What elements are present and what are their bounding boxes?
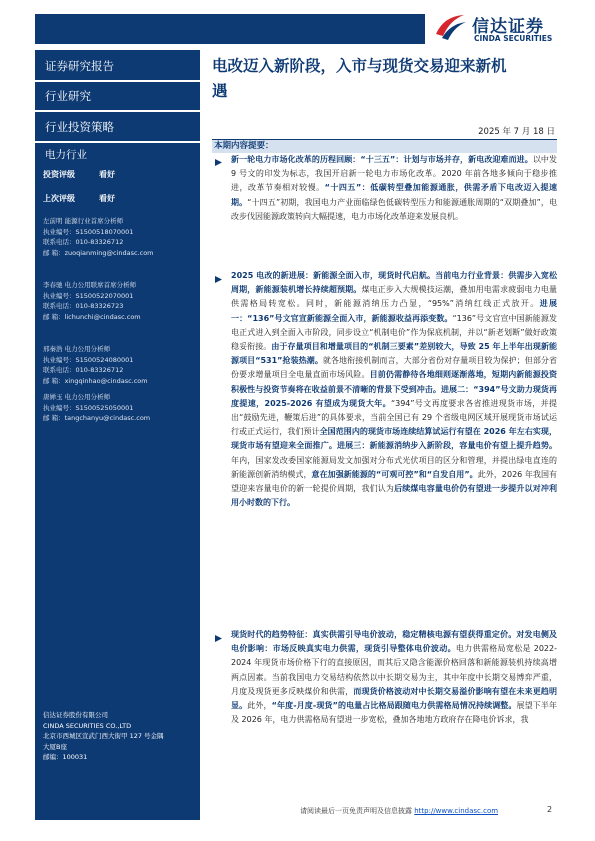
sidebar: [35, 50, 200, 820]
emphasis-text: 新一轮电力市场化改革的历程回顾：: [231, 155, 361, 164]
report-strategy: 行业投资策略: [45, 120, 114, 134]
emphasis-text: 进展二：“394”号文助力现货再度提速，2025-2026 有望成为现货大年。: [231, 384, 557, 408]
emphasis-text: 目前仍需静待各地细则逐渐落地，短期内新能源投资积极性与投资节奏将在收益前景不清晰的背景下受到冲击。: [231, 370, 558, 394]
prev-rating-value: 看好: [99, 194, 115, 203]
website-link[interactable]: http://www.cindasc.com: [414, 807, 499, 815]
emphasis-text: 由于存量项目和增量项目的“机制三要素”差别较大，导致 25 年上半年出现新能源项目“531”抢装热潮。: [231, 342, 558, 366]
report-type: 证券研究报告: [45, 59, 114, 73]
analyst-phone: 联系电话：010-83326723: [43, 302, 124, 310]
emphasis-text: 进展一：“136”号文官宣新能源全面入市，新能源收益再添变数。: [231, 299, 557, 323]
emphasis-text: 后续煤电容量电价仍有望进一步提升以对冲利用小时数的下行。: [231, 484, 557, 508]
report-title-line: 遇: [212, 82, 228, 100]
body-text: 展望下半年及 2026 年，电力供需格局有望进一步宽松，叠加各地地方政府存在降电价诉求，我: [231, 701, 558, 725]
analyst-email: 邮 箱：zuoqianming@cindasc.com: [43, 248, 154, 257]
emphasis-text: “年度-月度-现货”的电量占比格局跟随电力供需格局情况持续调整。: [271, 701, 517, 711]
logo-text-en: CINDA SECURITIES: [474, 34, 553, 43]
analyst-card: [43, 280, 141, 322]
body-text: 年内，国家发改委国家能源局发文加强对分布式光伏项目的区分和管理，并提出绿电直连的新能源创新消纳模式，: [231, 455, 557, 479]
summary-paragraph-1: [231, 153, 557, 224]
sidebar-divider: [35, 80, 200, 82]
analyst-license: 执业编号：S1500525050001: [43, 403, 134, 412]
analyst-name: 唐婵玉 电力公用分析师: [43, 393, 111, 401]
emphasis-text: 进展三：新能源消纳步入新阶段，容量电价有望上提升趋势。: [337, 441, 557, 451]
analyst-name: 左前明 能源行业首席分析师: [43, 217, 124, 225]
analyst-email: 邮 箱：lichunchi@cindasc.com: [43, 312, 141, 321]
bullet-arrow-icon: [214, 634, 223, 643]
body-text: 以中发 9 号文的印发为标志，我国开启新一轮电力市场化改革。2020 年前各地多倾向于稳步推进，改革节奏相对较慢。: [231, 155, 558, 193]
analyst-email: 邮 箱：xingqinhao@cindasc.com: [43, 376, 148, 385]
emphasis-text: 全国范围内的现货市场连续结算试运行有望在 2026 年左右实现，现货市场有望迎来全面推广。: [231, 427, 557, 451]
header-bar: [35, 14, 425, 44]
emphasis-text: “十三五”：计划与市场并存，新电改迎难而进。: [360, 155, 533, 164]
body-text: 此外，: [247, 701, 272, 711]
investment-rating: [43, 169, 115, 180]
rating-value: 看好: [99, 170, 115, 179]
previous-rating: [43, 193, 115, 204]
rating-label: 投资评级: [43, 170, 75, 179]
emphasis-text: 现货时代的趋势特征：真实供需引导电价波动，稳定精核电源有望获得重定价。: [231, 630, 517, 639]
logo-mark-icon: [434, 12, 468, 42]
report-title-line: 电改迈入新阶段，入市与现货交易迎来新机: [212, 57, 507, 75]
emphasis-text: 对发电侧及电价影响：市场反映真实电力供需，现货引导整体电价波动。: [231, 630, 558, 654]
industry-name: 电力行业: [45, 149, 87, 161]
report-title: [212, 54, 572, 104]
emphasis-text: 意在加强新能源的“可观可控”和“自发自用”。: [311, 469, 478, 479]
analyst-license: 执业编号：S1500522070001: [43, 291, 134, 300]
report-date: 2025 年 7 月 18 日: [478, 127, 555, 137]
summary-paragraph-2: [231, 269, 557, 510]
analyst-card: [43, 344, 148, 386]
company-postcode: 邮编：100031: [43, 753, 88, 761]
body-text: 电力供需格局宽松是 2022-2024 年现货市场价格下行的直接原因，而其后又隐含能源价格回落和新能源装机持续高增两点因素。当前我国电力交易结构依然以中长期交易为主，其中年度中长期交易博弈严重，月度及现货更多反映煤价和供需，: [231, 644, 557, 696]
bullet-arrow-icon: [214, 158, 223, 167]
footer-disclaimer: [300, 806, 498, 816]
analyst-license: 执业编号：S1500518070001: [43, 227, 134, 236]
logo-text-cn: 信达证券: [472, 17, 544, 37]
emphasis-text: “十四五”：低碳转型叠加能源通胀，供需矛盾下电改迈入提速期。: [231, 183, 557, 207]
company-logo: [434, 10, 584, 46]
body-text: “136”号文官宣中国新能源发电正式进入到全面入市阶段，同步设立“机制电价”作为保底机制，并以“新老划断”做好政策稳妥衔接。: [231, 313, 557, 352]
body-text: “十四五”初期，我国电力产业面临绿色低碳转型压力和能源通胀周期的“双期叠加”，电改步伐因能源政策转向大幅提速，电力市场化改革迎来发展良机。: [231, 197, 557, 221]
page-number: 2: [547, 805, 553, 814]
bullet-arrow-icon: [214, 275, 223, 284]
sidebar-divider: [35, 110, 200, 112]
body-text: 此外，2026 年我国有望迎来容量电价的新一轮提价周期，我们认为: [231, 469, 558, 494]
report-category: 行业研究: [45, 89, 91, 103]
sidebar-divider: [35, 141, 200, 143]
emphasis-text: 当前电力行业背景：供需步入宽松周期，新能源装机增长持续超预期。: [231, 271, 557, 295]
analyst-card: [43, 392, 150, 424]
body-text: 煤电正步入大规模技运潮，叠加用电需求疲弱电力电量供需格局转宽松。同时，新能源消纳压力凸显，“95%”消纳红线正式放开。: [231, 285, 558, 309]
analyst-phone: 联系电话：010-83326712: [43, 366, 124, 374]
company-address-cont: 大厦B座: [43, 742, 67, 751]
company-address: 北京市西城区宣武门西大街甲 127 号金隅: [43, 732, 164, 740]
analyst-email: 邮 箱：tangchanyu@cindasc.com: [43, 414, 151, 422]
analyst-name: 邢秦浩 电力公用分析师: [43, 345, 111, 353]
body-text: “394”号文再度要求各省推进现货市场，并提出“鼓励先进，鞭策后进”的具体要求，当前全国已有 29 个省级电网区域开展现货市场试运行或正式运行，我们预计: [231, 398, 557, 437]
company-info: [43, 710, 164, 763]
company-name-cn: 信达证券股份有限公司: [43, 711, 108, 719]
prev-rating-label: 上次评级: [43, 194, 75, 203]
emphasis-text: 而现货价格波动对中长期交易溢价影响有望在未来更趋明显。: [231, 686, 558, 711]
analyst-license: 执业编号：S1500524080001: [43, 355, 134, 364]
company-name-en: CINDA SECURITIES CO.,LTD: [43, 721, 132, 730]
summary-paragraph-3: [231, 628, 557, 727]
body-text: 就各地衔接机制而言，大部分省份对存量项目较为保护；但部分省份要求增量项目全电量直面市场风险。: [231, 356, 557, 380]
summary-heading: 本期内容提要：: [212, 140, 557, 153]
emphasis-text: 2025 电改的新进展：新能源全面入市，现货时代启航。: [231, 271, 436, 280]
analyst-phone: 联系电话：010-83326712: [43, 238, 124, 246]
analyst-card: [43, 216, 154, 258]
analyst-name: 李春驰 电力公用联席首席分析师: [43, 281, 137, 289]
footer-note: 请阅读最后一页免责声明及信息披露: [300, 807, 415, 815]
